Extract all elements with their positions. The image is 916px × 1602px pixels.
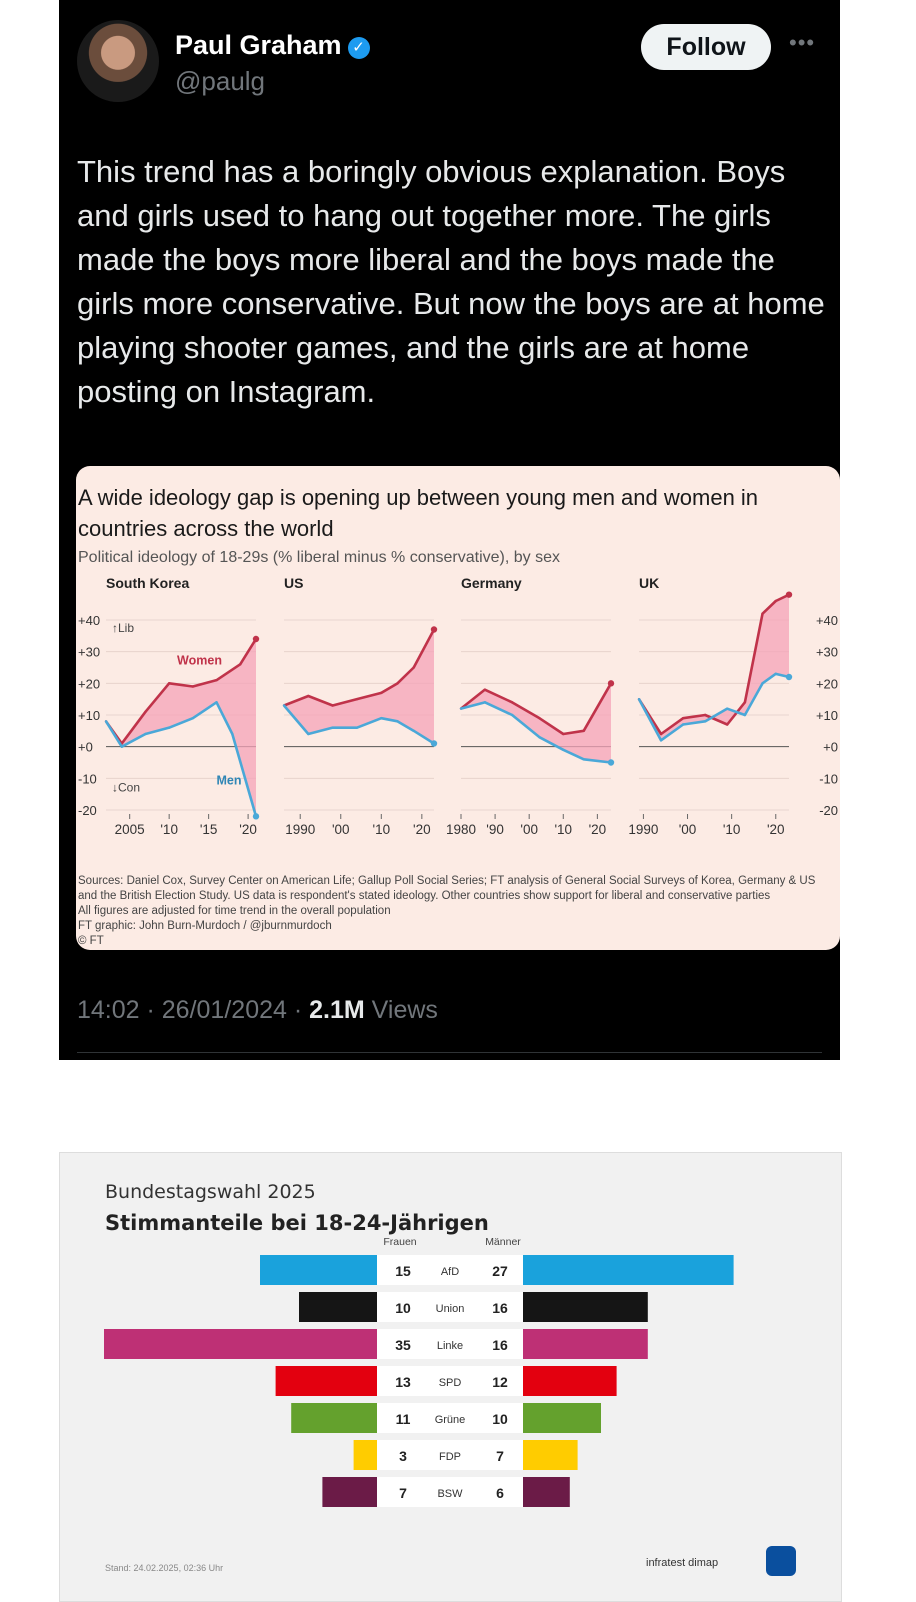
avatar[interactable] bbox=[77, 20, 159, 102]
maenner-value: 16 bbox=[492, 1337, 508, 1353]
divider bbox=[77, 1052, 822, 1053]
maenner-bar bbox=[523, 1255, 734, 1285]
women-point bbox=[168, 682, 170, 684]
women-point bbox=[761, 612, 763, 614]
maenner-bar bbox=[523, 1329, 648, 1359]
party-label: Linke bbox=[436, 1340, 464, 1352]
tweet-text: This trend has a boringly obvious explanation. Boys and girls used to hang out together more. The girls made the boys more liberal and the boys made the girls more conservative. But now the boys are at home playing shooter games, and the girls are at home posting on Instagram. bbox=[77, 154, 825, 409]
x-tick-label: '10 bbox=[372, 822, 391, 837]
frauen-label: Frauen bbox=[383, 1236, 417, 1248]
women-point bbox=[562, 733, 564, 735]
men-point bbox=[356, 726, 358, 728]
men-point bbox=[231, 733, 233, 735]
maenner-value: 6 bbox=[496, 1485, 504, 1501]
y-tick-label: -20 bbox=[78, 803, 97, 818]
x-tick-label: '20 bbox=[413, 822, 431, 837]
lib-label: ↑Lib bbox=[112, 621, 135, 635]
maenner-bar bbox=[523, 1403, 601, 1433]
more-options-icon[interactable]: ••• bbox=[789, 30, 816, 55]
women-point bbox=[380, 692, 382, 694]
women-arrowhead bbox=[431, 626, 437, 632]
men-point bbox=[775, 673, 777, 675]
frauen-bar bbox=[291, 1403, 377, 1433]
y-tick-label: +0 bbox=[78, 739, 93, 755]
frauen-value: 15 bbox=[395, 1263, 411, 1279]
x-tick-label: 2005 bbox=[114, 822, 145, 837]
author-name-text[interactable]: Paul Graham bbox=[175, 30, 342, 60]
frauen-bar bbox=[354, 1440, 377, 1470]
y-tick-label: +10 bbox=[78, 708, 101, 723]
men-line bbox=[639, 674, 789, 741]
men-arrowhead bbox=[431, 740, 437, 746]
party-label: AfD bbox=[440, 1266, 460, 1278]
party-label: Union bbox=[435, 1303, 465, 1315]
women-point bbox=[331, 704, 333, 706]
party-label: SPD bbox=[438, 1377, 462, 1389]
x-tick-label: '20 bbox=[588, 822, 607, 837]
men-point bbox=[283, 704, 285, 706]
women-point bbox=[704, 714, 706, 716]
men-point bbox=[562, 749, 564, 751]
x-tick-label: '10 bbox=[554, 822, 573, 837]
x-tick-label: '90 bbox=[486, 822, 504, 837]
con-label: ↓Con bbox=[112, 780, 141, 795]
x-tick-label: '00 bbox=[331, 822, 350, 837]
chart-sources bbox=[78, 874, 828, 949]
women-point bbox=[215, 679, 217, 681]
women-point bbox=[744, 701, 746, 703]
chart-image-card[interactable] bbox=[76, 466, 840, 950]
author-handle[interactable]: @paulg bbox=[175, 66, 266, 96]
graphic-credit: FT graphic: John Burn-Murdoch / @jburnmurdoch bbox=[78, 920, 332, 932]
men-point bbox=[704, 720, 706, 722]
tweet-meta bbox=[77, 996, 438, 1025]
men-point bbox=[538, 736, 540, 738]
women-point bbox=[775, 600, 777, 602]
men-point bbox=[331, 726, 333, 728]
men-point bbox=[761, 682, 763, 684]
ard-logo-icon bbox=[766, 1546, 796, 1576]
election-title: Stimmanteile bei 18-24-Jährigen bbox=[105, 1211, 489, 1235]
panel-title: US bbox=[284, 575, 304, 591]
women-point bbox=[583, 730, 585, 732]
x-tick-label: '20 bbox=[766, 822, 785, 837]
women-point bbox=[192, 685, 194, 687]
frauen-value: 7 bbox=[399, 1485, 407, 1501]
men-point bbox=[144, 733, 146, 735]
frauen-bar bbox=[260, 1255, 377, 1285]
timestamp[interactable]: 14:02 · 26/01/2024 · bbox=[77, 996, 310, 1024]
y-tick-label: +0 bbox=[823, 739, 838, 755]
x-tick-label: 1980 bbox=[445, 822, 477, 837]
y-tick-label: +40 bbox=[815, 613, 838, 628]
frauen-value: 11 bbox=[395, 1411, 411, 1427]
men-point bbox=[484, 701, 486, 703]
maenner-label: Männer bbox=[485, 1236, 521, 1248]
follow-button[interactable]: Follow bbox=[641, 24, 771, 70]
author-name[interactable] bbox=[175, 30, 370, 61]
men-point bbox=[744, 714, 746, 716]
y-tick-label: +30 bbox=[815, 644, 838, 660]
men-point bbox=[660, 739, 662, 741]
x-tick-label: 1990 bbox=[285, 822, 316, 837]
men-arrowhead bbox=[786, 674, 792, 680]
y-tick-label: +20 bbox=[78, 676, 101, 692]
women-series-label: Women bbox=[177, 653, 222, 668]
men-point bbox=[413, 730, 415, 732]
women-point bbox=[413, 666, 415, 668]
verified-badge-icon: ✓ bbox=[348, 37, 370, 59]
women-point bbox=[660, 733, 662, 735]
men-point bbox=[192, 717, 194, 719]
women-point bbox=[726, 723, 728, 725]
maenner-value: 27 bbox=[492, 1263, 508, 1279]
men-point bbox=[511, 714, 513, 716]
men-point bbox=[168, 726, 170, 728]
men-point bbox=[121, 745, 123, 747]
men-point bbox=[638, 698, 640, 700]
men-point bbox=[307, 733, 309, 735]
maenner-bar bbox=[523, 1477, 570, 1507]
party-label: FDP bbox=[439, 1451, 461, 1463]
maenner-value: 16 bbox=[492, 1300, 508, 1316]
sources-text: Sources: Daniel Cox, Survey Center on American Life; Gallup Poll Social Series; FT analysis of General Social Surveys of Korea, Germany & US and the British Election Study. US data is respondent's stated ideology. Other countries show support for liberal and conservative parties bbox=[78, 875, 816, 902]
x-tick-label: '10 bbox=[722, 822, 741, 837]
women-arrowhead bbox=[608, 680, 614, 686]
butterfly-bar-chart bbox=[60, 1153, 841, 1601]
election-kicker: Bundestagswahl 2025 bbox=[105, 1181, 316, 1203]
frauen-bar bbox=[299, 1292, 377, 1322]
men-point bbox=[682, 723, 684, 725]
panel-title: South Korea bbox=[106, 575, 190, 591]
panel-title: UK bbox=[639, 575, 660, 591]
x-tick-label: '15 bbox=[199, 822, 218, 837]
frauen-value: 35 bbox=[395, 1337, 411, 1353]
men-point bbox=[380, 717, 382, 719]
men-point bbox=[215, 701, 217, 703]
frauen-value: 13 bbox=[395, 1374, 411, 1390]
men-arrowhead bbox=[608, 759, 614, 765]
x-tick-label: '00 bbox=[520, 822, 538, 837]
x-tick-label: 1990 bbox=[628, 822, 659, 837]
party-label: BSW bbox=[437, 1488, 463, 1500]
ft-mark: © FT bbox=[78, 935, 104, 947]
y-tick-label: +30 bbox=[78, 644, 101, 660]
men-point bbox=[460, 707, 462, 709]
y-tick-label: -10 bbox=[819, 771, 838, 787]
maenner-bar bbox=[523, 1292, 648, 1322]
women-point bbox=[356, 698, 358, 700]
men-point bbox=[105, 720, 107, 722]
women-arrowhead bbox=[253, 636, 259, 642]
x-tick-label: '20 bbox=[239, 822, 257, 837]
election-chart bbox=[59, 1152, 842, 1602]
women-point bbox=[239, 663, 241, 665]
y-tick-label: +10 bbox=[815, 708, 838, 723]
frauen-bar bbox=[276, 1366, 377, 1396]
women-point bbox=[307, 695, 309, 697]
maenner-bar bbox=[523, 1440, 578, 1470]
maenner-value: 12 bbox=[492, 1374, 508, 1390]
women-point bbox=[682, 717, 684, 719]
infratest-logo: infratest dimap bbox=[646, 1557, 719, 1569]
frauen-value: 10 bbox=[395, 1300, 411, 1316]
chart-subtitle: Political ideology of 18-29s (% liberal minus % conservative), by sex bbox=[78, 549, 560, 566]
men-series-label: Men bbox=[216, 773, 242, 788]
stand-timestamp: Stand: 24.02.2025, 02:36 Uhr bbox=[105, 1563, 224, 1573]
maenner-value: 7 bbox=[496, 1448, 504, 1464]
adjusted-note: All figures are adjusted for time trend in the overall population bbox=[78, 905, 391, 917]
frauen-bar bbox=[104, 1329, 377, 1359]
women-point bbox=[538, 717, 540, 719]
maenner-bar bbox=[523, 1366, 617, 1396]
chart-title: A wide ideology gap is opening up between young men and women in countries across the world bbox=[78, 485, 759, 541]
y-tick-label: -20 bbox=[819, 803, 838, 818]
women-point bbox=[484, 688, 486, 690]
frauen-value: 3 bbox=[399, 1448, 407, 1464]
women-point bbox=[396, 682, 398, 684]
views-count: 2.1M bbox=[309, 996, 365, 1024]
men-point bbox=[583, 758, 585, 760]
y-tick-label: +40 bbox=[78, 613, 101, 628]
panel-title: Germany bbox=[461, 575, 522, 591]
frauen-bar bbox=[322, 1477, 377, 1507]
women-arrowhead bbox=[786, 591, 792, 597]
x-tick-label: '10 bbox=[160, 822, 178, 837]
maenner-value: 10 bbox=[492, 1411, 508, 1427]
men-arrowhead bbox=[253, 813, 259, 819]
views-label: Views bbox=[364, 996, 438, 1024]
x-tick-label: '00 bbox=[678, 822, 697, 837]
y-tick-label: +20 bbox=[815, 676, 838, 692]
men-point bbox=[726, 707, 728, 709]
women-point bbox=[511, 701, 513, 703]
women-point bbox=[144, 711, 146, 713]
men-point bbox=[396, 720, 398, 722]
party-label: Grüne bbox=[434, 1414, 466, 1426]
y-tick-label: -10 bbox=[78, 771, 97, 787]
